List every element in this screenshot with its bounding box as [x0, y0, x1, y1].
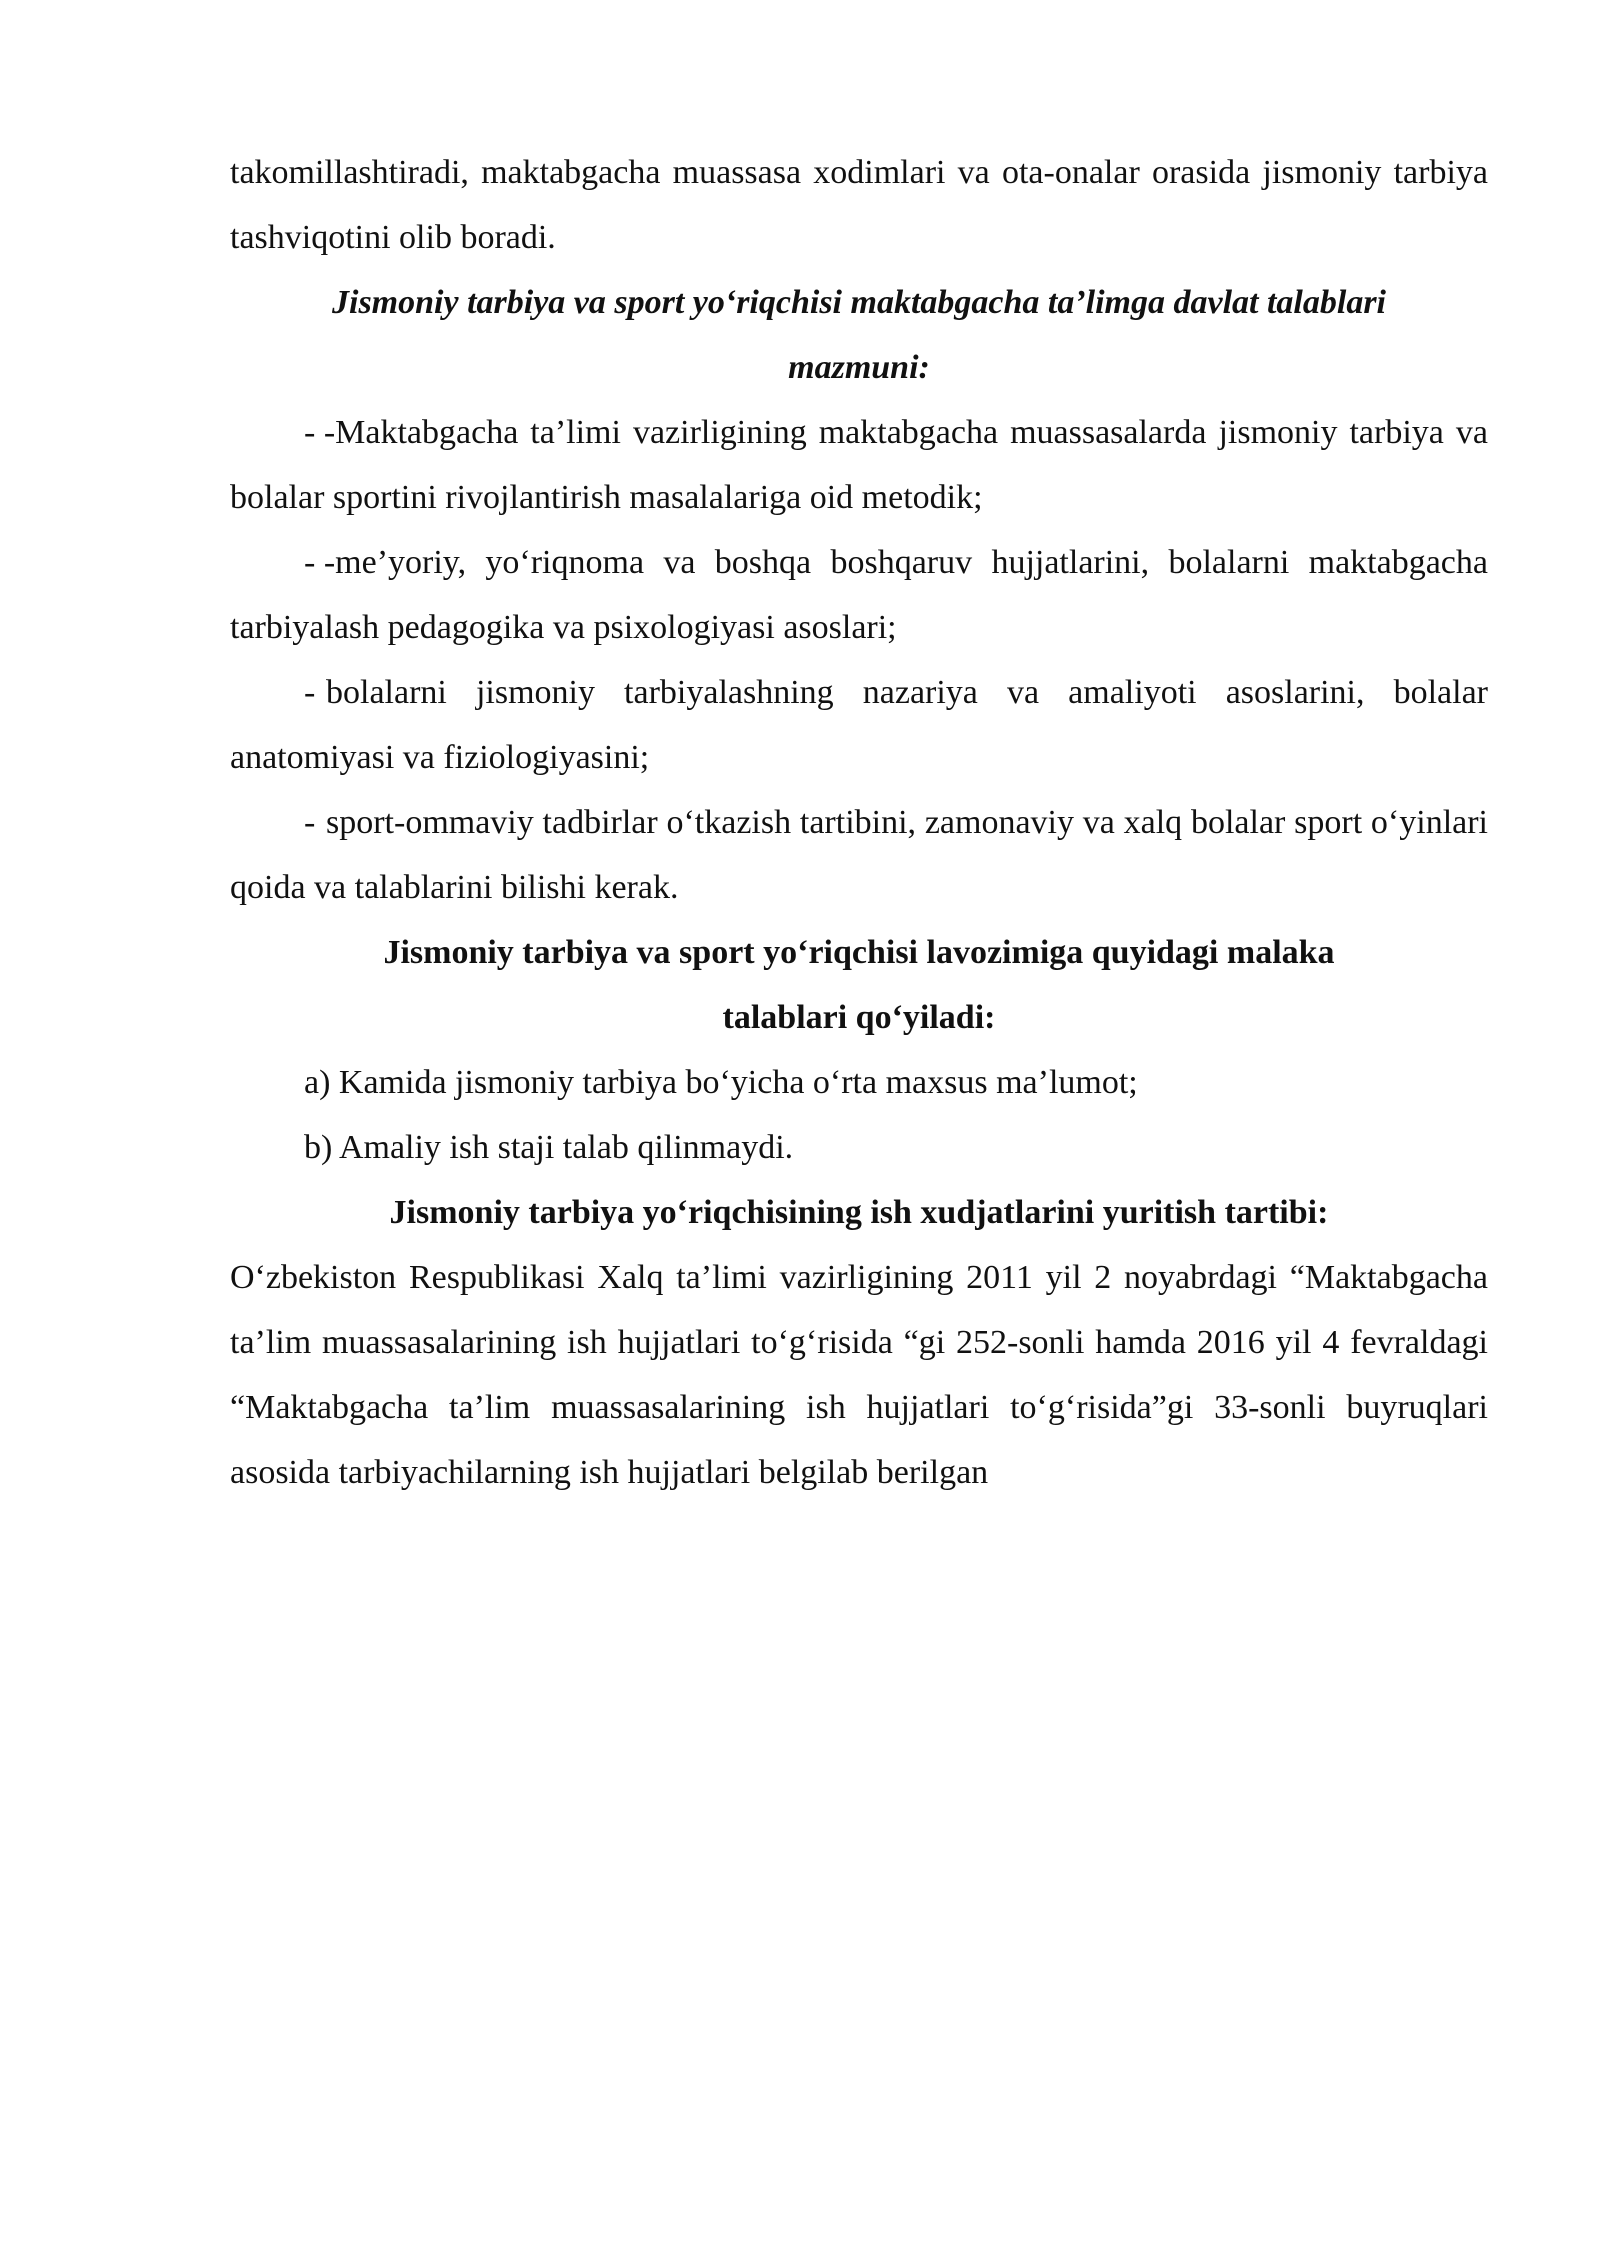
- requirement-item: a) Kamida jismoniy tarbiya bo‘yicha o‘rta maxsus ma’lumot;: [304, 1064, 1138, 1101]
- list-marker: -: [304, 674, 316, 711]
- intro-paragraph: takomillashtiradi, maktabgacha muassasa xodimlari va ota-onalar orasida jismoniy tarbiya tashviqotini olib boradi.: [230, 154, 1488, 256]
- heading-dtt-content: Jismoniy tarbiya va sport yo‘riqchisi maktabgacha ta’limga davlat talablari mazmuni:: [332, 284, 1386, 386]
- list-item-text: me’yoriy, yo‘riqnoma va boshqa boshqaruv hujjatlarini, bolalarni maktabgacha tarbiyalash pedagogika va psixologiyasi asoslari;: [230, 544, 1488, 646]
- list-item-text: bolalarni jismoniy tarbiyalashning nazariya va amaliyoti asoslarini, bolalar anatomiyasi va fiziologiyasini;: [230, 674, 1488, 776]
- heading-qualification: Jismoniy tarbiya va sport yo‘riqchisi lavozimiga quyidagi malaka talablari qo‘yiladi:: [383, 934, 1335, 1036]
- closing-paragraph: O‘zbekiston Respublikasi Xalq ta’limi vazirligining 2011 yil 2 noyabrdagi “Maktabgacha ta’lim muassasalarining ish hujjatlari to‘g‘risida “gi 252-sonli hamda 2016 yil 4 fevraldagi “Maktabgacha ta’lim muassasalarining ish hujjatlari to‘g‘risida”gi 33-sonli buyruqlari asosida tarbiyachilarning ish hujjatlari belgilab berilgan: [230, 1259, 1488, 1491]
- list-item: [230, 660, 1488, 790]
- list-item: [230, 400, 1488, 530]
- list-item-text: sport-ommaviy tadbirlar o‘tkazish tartibini, zamonaviy va xalq bolalar sport o‘yinlari qoida va talablarini bilishi kerak.: [230, 804, 1488, 906]
- document-page: [230, 140, 1488, 1505]
- heading-documentation: Jismoniy tarbiya yo‘riqchisining ish xudjatlarini yuritish tartibi:: [389, 1194, 1329, 1231]
- list-item: [230, 790, 1488, 920]
- list-marker: - -: [304, 544, 336, 581]
- requirement-item: b) Amaliy ish staji talab qilinmaydi.: [304, 1129, 794, 1166]
- list-item-text: Maktabgacha ta’limi vazirligining maktabgacha muassasalarda jismoniy tarbiya va bolalar sportini rivojlantirish masalalariga oid metodik;: [230, 414, 1488, 516]
- list-marker: - -: [304, 414, 336, 451]
- list-marker: -: [304, 804, 316, 841]
- list-item: [230, 530, 1488, 660]
